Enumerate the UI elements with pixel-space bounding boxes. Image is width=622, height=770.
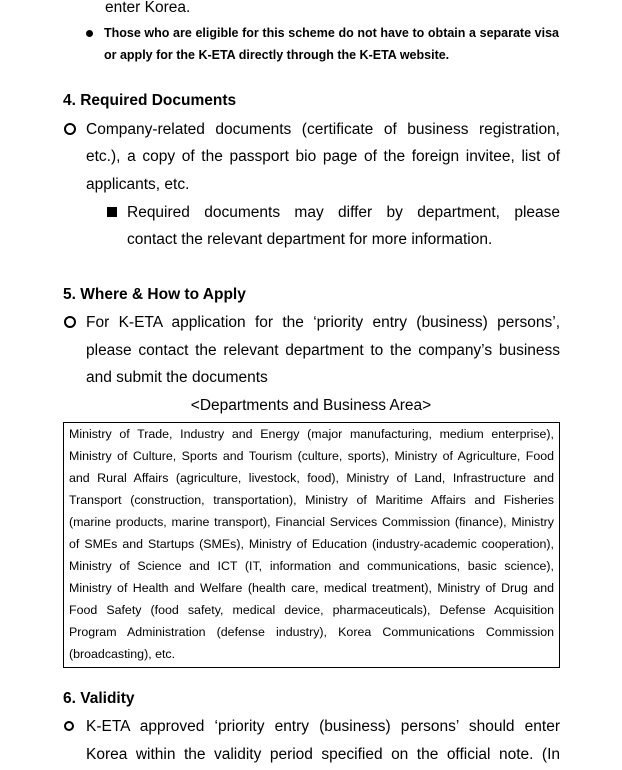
table-caption: <Departments and Business Area> [190,397,432,414]
table-line: Program Administration (defense industry), Korea Communications Commission [69,625,554,639]
section-6-item-line-1: K-ETA approved ‘priority entry (business) persons’ should enter [86,718,560,735]
circle-bullet-icon [64,316,76,328]
departments-table [63,422,560,668]
bullet-disc-icon [86,30,93,37]
table-line: and Rural Affairs (agriculture, livestock, food), Ministry of Land, Infrastructure and [69,471,554,485]
table-line: (marine products, marine transport), Financial Services Commission (finance), Ministry [69,515,554,529]
table-line: Food Safety (food safety, medical device, pharmaceuticals), Defense Acquisition [69,603,554,617]
circle-bullet-icon [64,123,76,135]
table-line: Ministry of Culture, Sports and Tourism (culture, sports), Ministry of Agriculture, Food [69,449,554,463]
intro-note-line-1: Those who are eligible for this scheme do not have to obtain a separate visa [104,26,559,40]
section-5-title: 5. Where & How to Apply [63,286,246,303]
circle-bullet-icon [64,721,74,731]
table-line: (broadcasting), etc. [69,647,176,661]
section-4-sub-line-2: contact the relevant department for more information. [127,231,493,248]
section-5-item-line-3: and submit the documents [86,369,268,386]
intro-note-line-2: or apply for the K-ETA directly through the K-ETA website. [104,48,450,62]
square-bullet-icon [107,207,117,217]
section-4-item-line-3: applicants, etc. [86,176,190,193]
section-4-title: 4. Required Documents [63,92,237,109]
section-5-item-line-2: please contact the relevant department to the company’s business [86,342,560,359]
section-4-item-line-2: etc.), a copy of the passport bio page of the foreign invitee, list of [86,148,560,165]
table-line: Transport (construction, transportation), Ministry of Maritime Affairs and Fisheries [69,493,554,507]
table-line: of SMEs and Startups (SMEs), Ministry of Education (industry-academic cooperation), [69,537,554,551]
section-6-title: 6. Validity [63,690,135,707]
intro-line-end: enter Korea. [105,0,191,16]
section-6-item-line-2: Korea within the validity period specified on the official note. (In [86,746,560,763]
departments-table-body [69,423,554,665]
table-line: Ministry of Health and Welfare (health care, medical treatment), Ministry of Drug and [69,581,554,595]
table-line: Ministry of Trade, Industry and Energy (major manufacturing, medium enterprise), [69,427,554,441]
section-5-item-line-1: For K-ETA application for the ‘priority entry (business) persons’, [86,314,560,331]
table-line: Ministry of Science and ICT (IT, information and communications, basic science), [69,559,554,573]
section-4-item-line-1: Company-related documents (certificate of business registration, [86,121,560,138]
section-4-sub-line-1: Required documents may differ by department, please [127,204,560,221]
